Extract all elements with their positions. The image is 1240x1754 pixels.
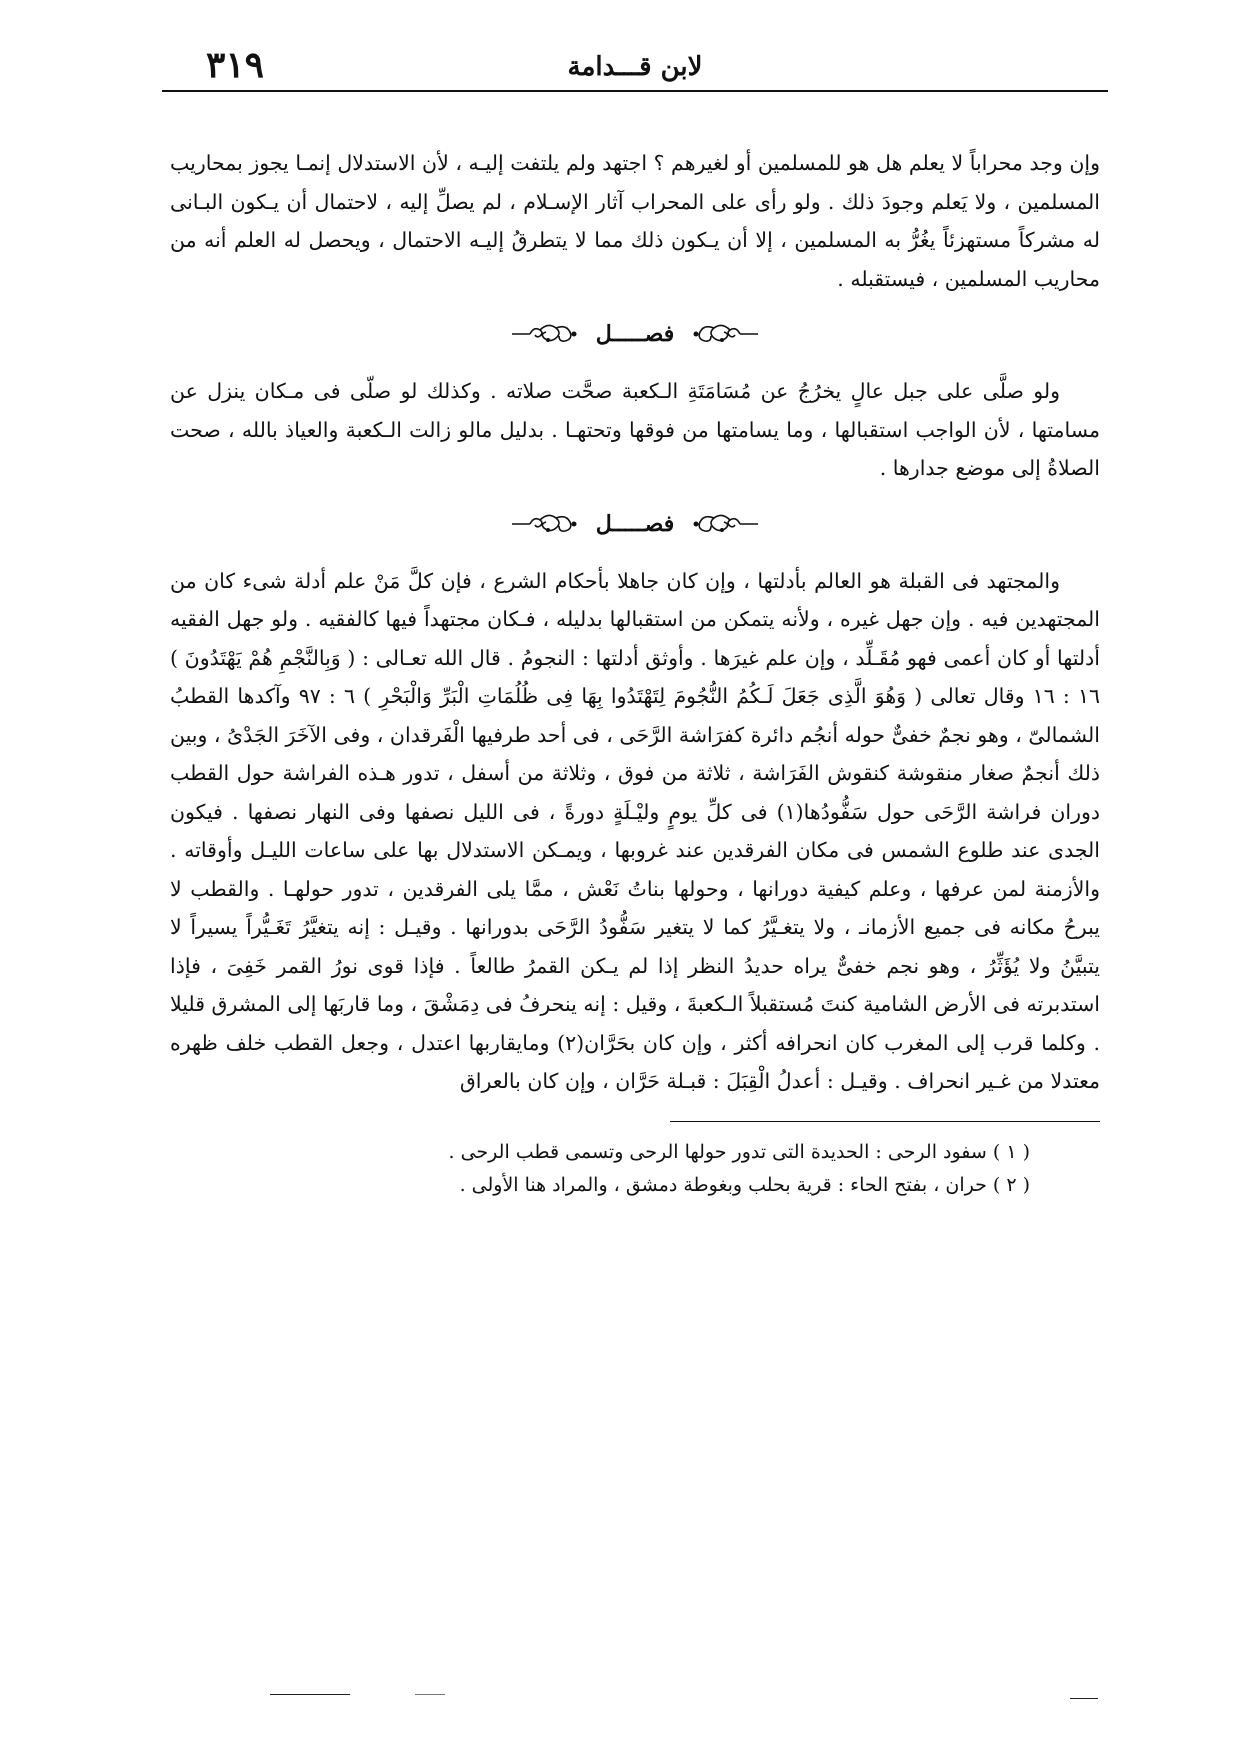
ornament-right-icon: [688, 510, 760, 538]
ornament-left-icon: [510, 510, 582, 538]
section-heading-text: فصـــــل: [595, 321, 675, 347]
book-page: [170, 44, 1100, 1202]
footnote-rule: [670, 1121, 1100, 1122]
section-heading-2: [170, 494, 1100, 554]
section-heading-1: [170, 304, 1100, 364]
page-header: [170, 44, 1100, 88]
section1-paragraph: ولو صلَّى على جبل عالٍ يخرُجُ عن مُسَامَتَةِ الـكعبة صحَّت صلاته . وكذلك لو صلّى فى مـكان ينزل عن مسامتها ، لأن الواجب استقبالها ، وما يسامتها من فوقها وتحتهـا . بدليل مالو زالت الـكعبة والعياذ بالله ، صحت الصلاةُ إلى موضع جدارها .: [170, 379, 1100, 480]
running-title: لابن قـــدامة: [567, 52, 703, 82]
ornament-right-icon: [688, 320, 760, 348]
print-marks: [270, 1694, 1170, 1714]
print-mark: [1070, 1698, 1098, 1699]
footnote-1: ( ١ ) سفود الرحى : الحديدة التى تدور حولها الرحى وتسمى قطب الرحى .: [448, 1140, 1030, 1163]
page-number: ٣١٩: [206, 44, 265, 86]
ornament-left-icon: [510, 320, 582, 348]
print-mark: [270, 1694, 350, 1695]
header-rule: [162, 90, 1108, 92]
footnotes: [170, 1136, 1100, 1202]
print-mark: [415, 1694, 445, 1695]
section2-paragraph: والمجتهد فى القبلة هو العالم بأدلتها ، وإن كان جاهلا بأحكام الشرع ، فإن كلَّ مَنْ علم أدلة شىء كان من المجتهدين فيه . وإن جهل غيره ، ولأنه يتمكن من استقبالها بدليله ، فـكان مجتهداً فيها كالفقيه . ولو جهل الفقيه أدلتها أو كان أعمى فهو مُقَـلِّد ، وإن علم غيرَها . وأوثق أدلتها : النجومُ . قال الله تعـالى : ( وَبِالنَّجْمِ هُمْ يَهْتَدُونَ ) ١٦ : ١٦ وقال تعالى ( وَهُوَ الَّذِى جَعَلَ لَـكُمُ النُّجُومَ لِتَهْتَدُوا بِهَا فِى ظُلُمَاتِ الْبَرِّ وَالْبَحْرِ ) ٦ : ٩٧ وآكدها القطبُ الشمالىّ ، وهو نجمٌ خفىٌّ حوله أنجُم دائرة كفرَاشة الرَّحَى ، فى أحد طرفيها الْفَرقدان ، وفى الآخَرَ الجَدْىُ ، وبين ذلك أنجمٌ صغار منقوشة كنقوش الفَرَاشة ، ثلاثة من فوق ، وثلاثة من أسفل ، تدور هـذه الفراشة حول القطب دوران فراشة الرَّحَى حول سَفُّودُها(١) فى كلِّ يومٍ وليْـلَةٍ دورةً ، فى الليل نصفها وفى النهار نصفها . فيكون الجدى عند طلوع الشمس فى مكان الفرقدين عند غروبها ، ويمـكن الاستدلال بها على ساعات الليـل وأوقاته . والأزمنة لمن عرفها ، وعلم كيفية دورانها ، وحولها بناتُ نَعْش ، ممَّا يلى الفرقدين ، تدور حولهـا . والقطب لا يبرحُ مكانه فى جميع الأزمانـ ، ولا يتغـيَّرُ كما لا يتغير سَفُّودُ الرَّحَى بدورانها . وقيـل : إنه يتغيَّرُ تَغَـيُّراً يسيراً لا يتبيَّنُ ولا يُؤَثِّرُ ، وهو نجم خفىٌّ يراه حديدُ النظر إذا لم يـكن القمرُ طالعاً . فإذا قوى نورُ القمر خَفِىَ ، فإذا استدبرته فى الأرض الشامية كنتَ مُستقبلاً الـكعبةَ ، وقيل : إنه ينحرفُ فى دِمَشْقَ ، وما قاربَها إلى المشرق قليلا . وكلما قرب إلى المغرب كان انحرافه أكثر ، وإن كان بحَرَّان(٢) ومايقاربها اعتدل ، وجعل القطب خلف ظهره معتدلا من غـير انحراف . وقيـل : أعدلُ الْقِبَلَ : قبـلة حَرَّان ، وإن كان بالعراق: [170, 568, 1100, 1093]
intro-paragraph: وإن وجد محراباً لا يعلم هل هو للمسلمين أو لغيرهم ؟ اجتهد ولم يلتفت إليـه ، لأن الاستدلال إنمـا يجوز بمحاريب المسلمين ، ولا يَعلم وجودَ ذلك . ولو رأى على المحراب آثار الإسـلام ، لم يصلِّ إليه ، لاحتمال أن يـكون البـانى له مشركاً مستهزئاً يغُرُّ به المسلمين ، إلا أن يـكون ذلك مما لا يتطرقُ إليـه الاحتمال ، ويحصل له العلم أنه من محاريب المسلمين ، فيستقبله .: [170, 151, 1100, 291]
section-heading-text: فصـــــل: [595, 510, 675, 537]
footnote-2: ( ٢ ) حران ، بفتح الحاء : قرية بحلب وبغوطة دمشق ، والمراد هنا الأولى .: [459, 1173, 1030, 1196]
